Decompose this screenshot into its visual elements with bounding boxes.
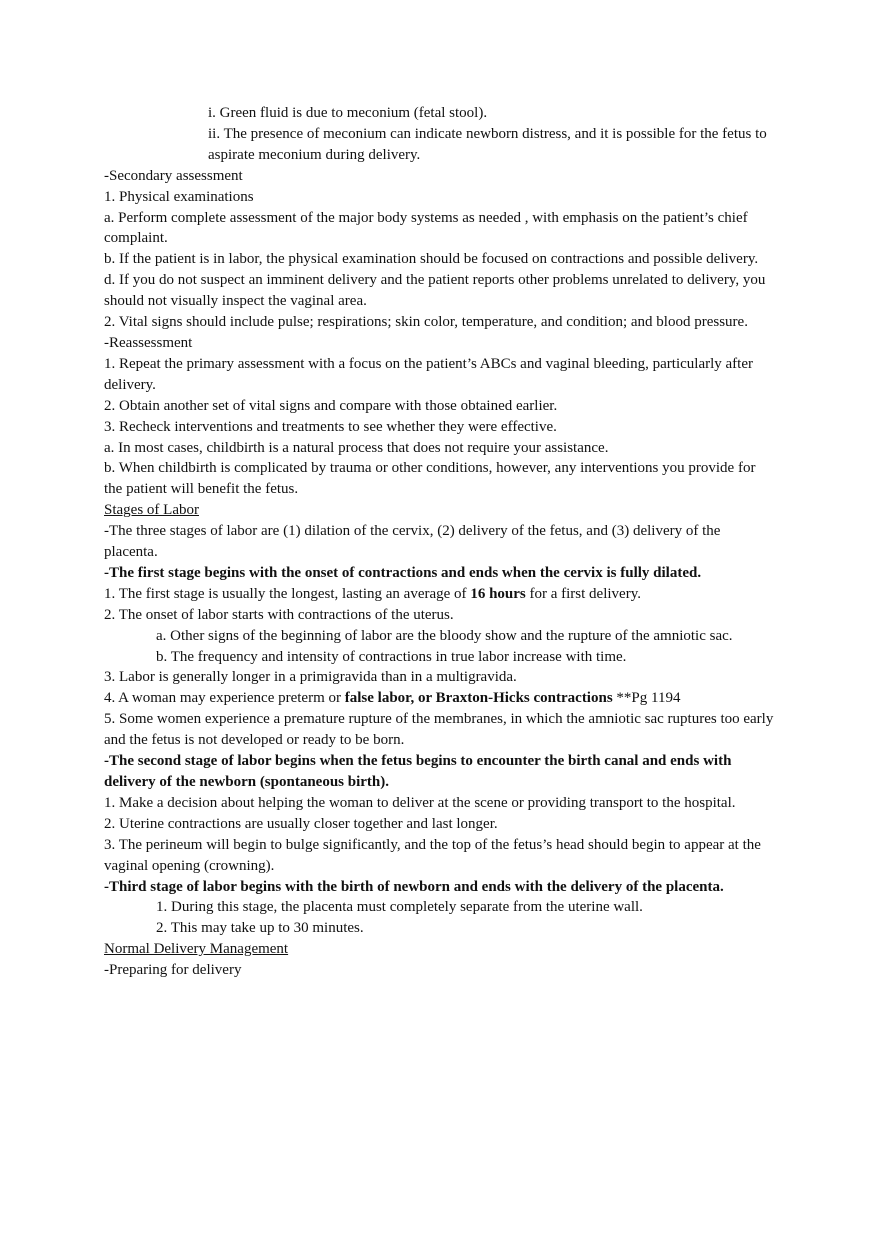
- paragraph: 3. Recheck interventions and treatments to see whether they were effective.: [104, 418, 557, 435]
- preparing-delivery-heading: -Preparing for delivery: [104, 962, 242, 979]
- first-stage-heading: -The first stage begins with the onset of contractions and ends when the cervix is fully dilated.: [104, 564, 702, 581]
- paragraph: -The three stages of labor are (1) dilation of the cervix, (2) delivery of the fetus, and (3) delivery of the placenta.: [104, 523, 721, 561]
- document-body: [104, 103, 776, 981]
- paragraph: 3. The perineum will begin to bulge significantly, and the top of the fetus’s head should begin to appear at the vaginal opening (crowning).: [104, 836, 761, 874]
- reassessment-heading: -Reassessment: [104, 334, 193, 351]
- second-stage-heading: -The second stage of labor begins when the fetus begins to encounter the birth canal and ends with delivery of the newborn (spontaneous birth).: [104, 753, 732, 790]
- secondary-assessment-heading: -Secondary assessment: [104, 167, 243, 184]
- false-labor-item: 4. A woman may experience preterm or false labor, or Braxton-Hicks contractions **Pg 1194: [104, 690, 681, 707]
- paragraph: 2. Obtain another set of vital signs and compare with those obtained earlier.: [104, 397, 558, 414]
- paragraph: 1. During this stage, the placenta must completely separate from the uterine wall.: [156, 899, 643, 916]
- meconium-point-ii: ii. The presence of meconium can indicate newborn distress, and it is possible for the fetus to aspirate meconium during delivery.: [208, 125, 767, 163]
- paragraph: a. Perform complete assessment of the major body systems as needed , with emphasis on the patient’s chief complaint.: [104, 209, 748, 247]
- third-stage-heading: -Third stage of labor begins with the birth of newborn and ends with the delivery of the placenta.: [104, 878, 724, 895]
- paragraph: 2. The onset of labor starts with contractions of the uterus.: [104, 606, 454, 623]
- vital-signs-item: 2. Vital signs should include pulse; respirations; skin color, temperature, and condition; and blood pressure.: [104, 314, 748, 331]
- paragraph: b. When childbirth is complicated by trauma or other conditions, however, any interventions you provide for the patient will benefit the fetus.: [104, 460, 756, 498]
- paragraph: a. In most cases, childbirth is a natural process that does not require your assistance.: [104, 439, 609, 456]
- paragraph: d. If you do not suspect an imminent delivery and the patient reports other problems unrelated to delivery, you should not visually inspect the vaginal area.: [104, 272, 766, 310]
- paragraph: 5. Some women experience a premature rupture of the membranes, in which the amniotic sac ruptures too early and the fetus is not developed or ready to be born.: [104, 711, 774, 749]
- stages-of-labor-heading: Stages of Labor: [104, 502, 199, 519]
- first-stage-duration: 1. The first stage is usually the longest, lasting an average of 16 hours for a first delivery.: [104, 585, 641, 602]
- paragraph: 1. Repeat the primary assessment with a focus on the patient’s ABCs and vaginal bleeding, particularly after delivery.: [104, 355, 753, 393]
- paragraph: a. Other signs of the beginning of labor are the bloody show and the rupture of the amniotic sac.: [156, 627, 733, 644]
- paragraph: 1. Make a decision about helping the woman to deliver at the scene or providing transport to the hospital.: [104, 794, 736, 811]
- paragraph: 3. Labor is generally longer in a primigravida than in a multigravida.: [104, 669, 517, 686]
- paragraph: 2. This may take up to 30 minutes.: [156, 920, 364, 937]
- meconium-point-i: i. Green fluid is due to meconium (fetal stool).: [208, 105, 488, 121]
- physical-exam-item: 1. Physical examinations: [104, 188, 254, 205]
- paragraph: 2. Uterine contractions are usually closer together and last longer.: [104, 815, 498, 832]
- paragraph: b. The frequency and intensity of contractions in true labor increase with time.: [156, 648, 627, 665]
- normal-delivery-heading: Normal Delivery Management: [104, 941, 289, 958]
- paragraph: b. If the patient is in labor, the physical examination should be focused on contractions and possible delivery.: [104, 251, 759, 268]
